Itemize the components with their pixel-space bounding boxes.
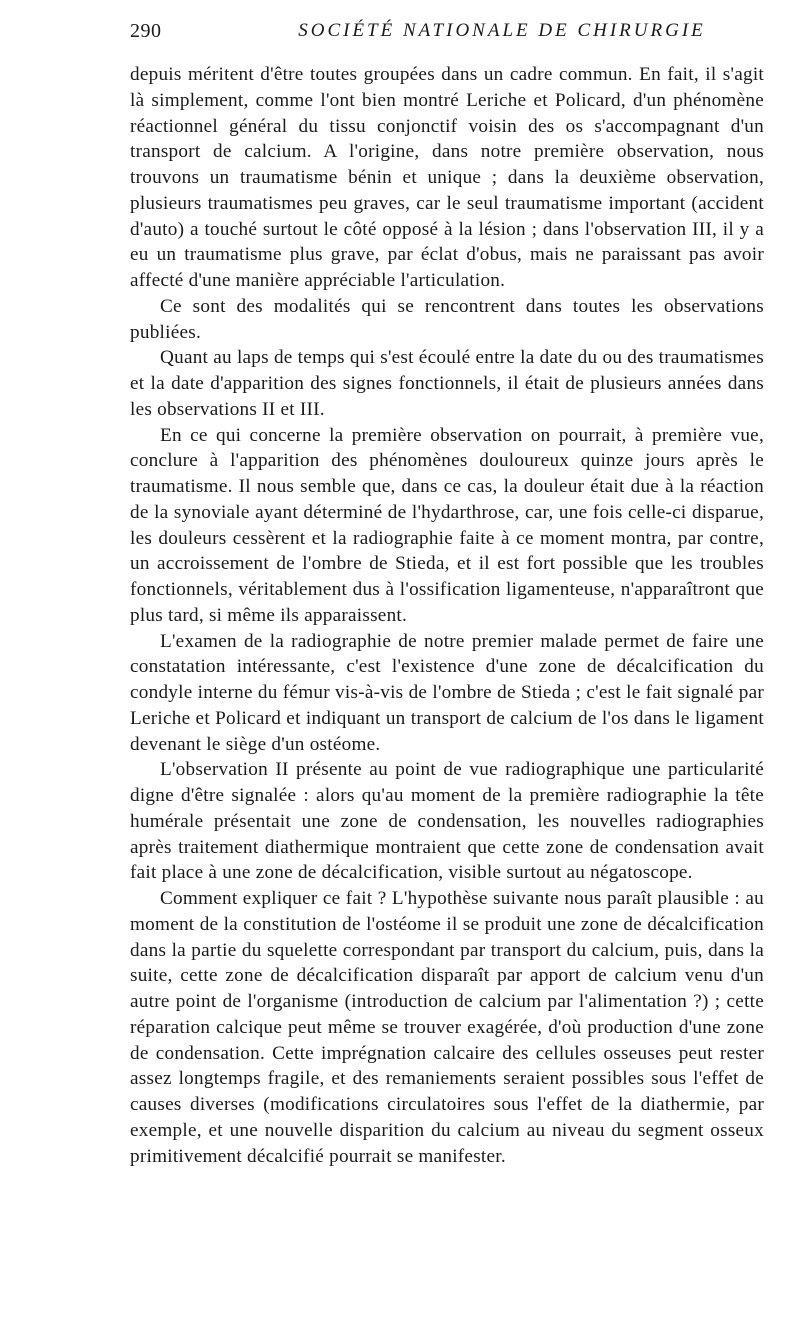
- paragraph: L'observation II présente au point de vue radiographique une particularité digne d'être signalée : alors qu'au moment de la première radiographie la tête humérale présentait une zone de condensation, les nouvelles radiographies après traitement diathermique montraient que cette zone de condensation avait fait place à une zone de décalcification, visible surtout au négatoscope.: [130, 759, 764, 884]
- body-text: [130, 62, 764, 1169]
- paragraph: L'examen de la radiographie de notre premier malade permet de faire une constatation intéressante, c'est l'existence d'une zone de décalcification du condyle interne du fémur vis-à-vis de l'ombre de Stieda ; c'est le fait signalé par Leriche et Policard et indiquant un transport de calcium de l'os dans le ligament devenant le siège d'un ostéome.: [130, 630, 764, 755]
- page-header: [130, 20, 764, 46]
- paragraph: Comment expliquer ce fait ? L'hypothèse suivante nous paraît plausible : au moment de la constitution de l'ostéome il se produit une zone de décalcification dans la partie du squelette correspondant par transport du calcium, puis, dans la suite, cette zone de décalcification disparaît par apport de calcium venu d'un autre point de l'organisme (introduction de calcium par l'alimentation ?) ; cette réparation calcique peut même se trouver exagérée, d'où production d'une zone de condensation. Cette imprégnation calcaire des cellules osseuses peut rester assez longtemps fragile, et des remaniements seraient possibles sous l'effet de causes diverses (modifications circulatoires sous l'effet de la diathermie, par exemple, et une nouvelle disparition du calcium au niveau du segment osseux primitivement décalcifié pourrait se manifester.: [130, 888, 764, 1167]
- paragraph-continuation: depuis méritent d'être toutes groupées dans un cadre commun. En fait, il s'agit là simplement, comme l'ont bien montré Leriche et Policard, d'un phénomène réactionnel général du tissu conjonctif voisin des os s'accompagnant d'un transport de calcium. A l'origine, dans notre première observation, nous trouvons un traumatisme bénin et unique ; dans la deuxième observation, plusieurs traumatismes peu graves, car le seul traumatisme important (accident d'auto) a touché surtout le côté opposé à la lésion ; dans l'observation III, il y a eu un traumatisme plus grave, par éclat d'obus, mais ne paraissant pas avoir affecté d'une manière appréciable l'articulation.: [130, 64, 764, 291]
- paragraph: En ce qui concerne la première observation on pourrait, à première vue, conclure à l'apparition des phénomènes douloureux quinze jours après le traumatisme. Il nous semble que, dans ce cas, la douleur était due à la réaction de la synoviale ayant déterminé de l'hydarthrose, car, une fois celle-ci disparue, les douleurs cessèrent et la radiographie faite à ce moment montra, par contre, un accroissement de l'ombre de Stieda, et il est fort possible que les troubles fonctionnels, véritablement dus à l'ossification ligamenteuse, n'apparaîtront que plus tard, si même ils apparaissent.: [130, 424, 764, 626]
- paragraph: Quant au laps de temps qui s'est écoulé entre la date du ou des traumatismes et la date d'apparition des signes fonctionnels, il était de plusieurs années dans les observations II et III.: [130, 347, 764, 420]
- paragraph: Ce sont des modalités qui se rencontrent dans toutes les observations publiées.: [130, 295, 764, 343]
- page-number: 290: [130, 20, 162, 42]
- running-head: SOCIÉTÉ NATIONALE DE CHIRURGIE: [298, 20, 706, 41]
